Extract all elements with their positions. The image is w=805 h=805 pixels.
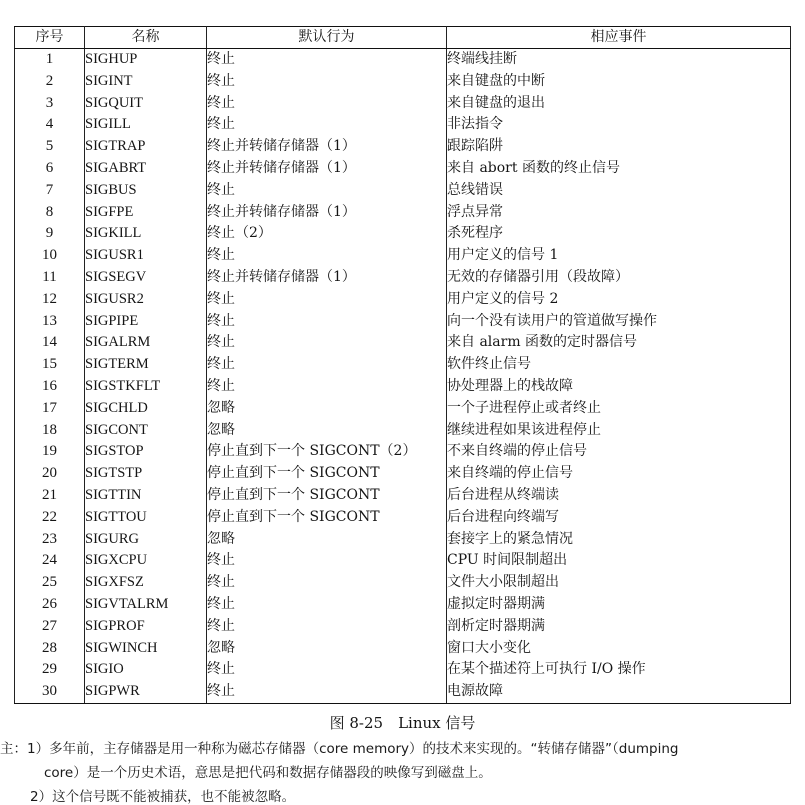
signal-event: 来自 alarm 函数的定时器信号 [447, 332, 791, 354]
signal-name: SIGALRM [85, 332, 207, 354]
table-row [15, 507, 791, 529]
signal-name: SIGTTOU [85, 507, 207, 529]
signal-event: 浮点异常 [447, 202, 791, 224]
signal-event: 在某个描述符上可执行 I/O 操作 [447, 659, 791, 681]
signal-number: 6 [15, 158, 85, 180]
default-action: 终止 [207, 681, 447, 703]
signal-name: SIGTRAP [85, 136, 207, 158]
table-row [15, 71, 791, 93]
signal-name: SIGPROF [85, 616, 207, 638]
signal-name: SIGTERM [85, 354, 207, 376]
default-action: 终止（2） [207, 223, 447, 245]
table-row [15, 616, 791, 638]
signal-event: 跟踪陷阱 [447, 136, 791, 158]
header-action: 默认行为 [207, 27, 447, 49]
table-row [15, 638, 791, 660]
default-action: 终止并转储存储器（1） [207, 267, 447, 289]
signal-event: 文件大小限制超出 [447, 572, 791, 594]
signal-event: 杀死程序 [447, 223, 791, 245]
table-row [15, 529, 791, 551]
signal-event: 来自键盘的中断 [447, 71, 791, 93]
signal-event: 后台进程从终端读 [447, 485, 791, 507]
signal-name: SIGINT [85, 71, 207, 93]
table-header [15, 27, 791, 49]
table-row [15, 420, 791, 442]
signal-event: 用户定义的信号 1 [447, 245, 791, 267]
signal-event: 非法指令 [447, 114, 791, 136]
default-action: 终止 [207, 594, 447, 616]
default-action: 终止 [207, 311, 447, 333]
default-action: 终止并转储存储器（1） [207, 136, 447, 158]
table-row [15, 202, 791, 224]
signal-number: 4 [15, 114, 85, 136]
signal-name: SIGCONT [85, 420, 207, 442]
signal-number: 10 [15, 245, 85, 267]
table-row [15, 441, 791, 463]
signal-event: 电源故障 [447, 681, 791, 703]
signal-name: SIGPWR [85, 681, 207, 703]
signal-name: SIGUSR1 [85, 245, 207, 267]
signal-event: 窗口大小变化 [447, 638, 791, 660]
header-row [15, 27, 791, 49]
signal-number: 15 [15, 354, 85, 376]
signal-event: 剖析定时器期满 [447, 616, 791, 638]
signal-name: SIGQUIT [85, 93, 207, 115]
signal-name: SIGXFSZ [85, 572, 207, 594]
default-action: 终止 [207, 572, 447, 594]
default-action: 忽略 [207, 398, 447, 420]
signal-name: SIGTTIN [85, 485, 207, 507]
signal-name: SIGABRT [85, 158, 207, 180]
signal-event: 套接字上的紧急情况 [447, 529, 791, 551]
signal-name: SIGSTOP [85, 441, 207, 463]
signal-event: 一个子进程停止或者终止 [447, 398, 791, 420]
signal-event: 用户定义的信号 2 [447, 289, 791, 311]
signal-event: 协处理器上的栈故障 [447, 376, 791, 398]
table-row [15, 223, 791, 245]
signal-name: SIGIO [85, 659, 207, 681]
signal-name: SIGSEGV [85, 267, 207, 289]
signal-event: 软件终止信号 [447, 354, 791, 376]
default-action: 终止 [207, 180, 447, 202]
default-action: 终止 [207, 93, 447, 115]
signal-number: 19 [15, 441, 85, 463]
default-action: 终止 [207, 659, 447, 681]
footnote-1: 主：1）多年前，主存储器是用一种称为磁芯存储器（core memory）的技术来实现的。“转储存储器”（dumping [0, 741, 679, 757]
table-row [15, 550, 791, 572]
signal-name: SIGSTKFLT [85, 376, 207, 398]
signal-event: CPU 时间限制超出 [447, 550, 791, 572]
signal-number: 12 [15, 289, 85, 311]
default-action: 终止 [207, 616, 447, 638]
signal-number: 17 [15, 398, 85, 420]
default-action: 终止 [207, 289, 447, 311]
table-row [15, 681, 791, 703]
signal-name: SIGPIPE [85, 311, 207, 333]
signal-event: 终端线挂断 [447, 49, 791, 71]
signal-number: 23 [15, 529, 85, 551]
signal-event: 不来自终端的停止信号 [447, 441, 791, 463]
table-row [15, 158, 791, 180]
signal-number: 26 [15, 594, 85, 616]
signal-number: 25 [15, 572, 85, 594]
signal-number: 30 [15, 681, 85, 703]
signal-name: SIGXCPU [85, 550, 207, 572]
signal-event: 继续进程如果该进程停止 [447, 420, 791, 442]
default-action: 停止直到下一个 SIGCONT [207, 507, 447, 529]
signal-event: 来自键盘的退出 [447, 93, 791, 115]
signal-number: 28 [15, 638, 85, 660]
table-row [15, 136, 791, 158]
signal-event: 向一个没有读用户的管道做写操作 [447, 311, 791, 333]
table-row [15, 354, 791, 376]
table-row [15, 376, 791, 398]
table-row [15, 332, 791, 354]
table-row [15, 311, 791, 333]
signal-number: 14 [15, 332, 85, 354]
default-action: 终止 [207, 376, 447, 398]
default-action: 忽略 [207, 529, 447, 551]
header-num: 序号 [15, 27, 85, 49]
table-row [15, 398, 791, 420]
table-row [15, 93, 791, 115]
signal-number: 29 [15, 659, 85, 681]
table-row [15, 463, 791, 485]
table-row [15, 49, 791, 71]
signal-event: 虚拟定时器期满 [447, 594, 791, 616]
signal-number: 20 [15, 463, 85, 485]
signal-number: 5 [15, 136, 85, 158]
table-row [15, 572, 791, 594]
signal-number: 27 [15, 616, 85, 638]
header-event: 相应事件 [447, 27, 791, 49]
signal-name: SIGURG [85, 529, 207, 551]
signal-number: 1 [15, 49, 85, 71]
default-action: 停止直到下一个 SIGCONT（2） [207, 441, 447, 463]
signal-table [14, 26, 791, 704]
signal-number: 13 [15, 311, 85, 333]
signal-number: 8 [15, 202, 85, 224]
default-action: 终止 [207, 114, 447, 136]
signal-event: 无效的存储器引用（段故障） [447, 267, 791, 289]
signal-event: 后台进程向终端写 [447, 507, 791, 529]
table-row [15, 267, 791, 289]
signal-name: SIGBUS [85, 180, 207, 202]
signal-name: SIGKILL [85, 223, 207, 245]
default-action: 停止直到下一个 SIGCONT [207, 463, 447, 485]
signal-number: 24 [15, 550, 85, 572]
default-action: 终止 [207, 332, 447, 354]
table-row [15, 245, 791, 267]
signal-name: SIGVTALRM [85, 594, 207, 616]
default-action: 终止 [207, 49, 447, 71]
signal-number: 11 [15, 267, 85, 289]
default-action: 终止 [207, 550, 447, 572]
table-body [15, 49, 791, 704]
signal-number: 22 [15, 507, 85, 529]
signal-number: 3 [15, 93, 85, 115]
default-action: 终止并转储存储器（1） [207, 202, 447, 224]
signal-name: SIGCHLD [85, 398, 207, 420]
table-row [15, 485, 791, 507]
default-action: 忽略 [207, 638, 447, 660]
signal-name: SIGFPE [85, 202, 207, 224]
signal-number: 16 [15, 376, 85, 398]
table-row [15, 594, 791, 616]
default-action: 停止直到下一个 SIGCONT [207, 485, 447, 507]
default-action: 终止并转储存储器（1） [207, 158, 447, 180]
footnote-1-continued: core）是一个历史术语，意思是把代码和数据存储器段的映像写到磁盘上。 [44, 765, 492, 781]
signal-event: 来自 abort 函数的终止信号 [447, 158, 791, 180]
signal-event: 来自终端的停止信号 [447, 463, 791, 485]
figure-caption: 图 8-25 Linux 信号 [329, 714, 476, 732]
signal-number: 7 [15, 180, 85, 202]
table-row [15, 659, 791, 681]
signal-name: SIGTSTP [85, 463, 207, 485]
signal-number: 9 [15, 223, 85, 245]
table-row [15, 289, 791, 311]
table-row [15, 180, 791, 202]
signal-event: 总线错误 [447, 180, 791, 202]
default-action: 终止 [207, 245, 447, 267]
signal-number: 18 [15, 420, 85, 442]
signal-name: SIGILL [85, 114, 207, 136]
signal-name: SIGUSR2 [85, 289, 207, 311]
table-row [15, 114, 791, 136]
signal-name: SIGHUP [85, 49, 207, 71]
signal-name: SIGWINCH [85, 638, 207, 660]
signal-number: 21 [15, 485, 85, 507]
header-name: 名称 [85, 27, 207, 49]
default-action: 忽略 [207, 420, 447, 442]
default-action: 终止 [207, 71, 447, 93]
default-action: 终止 [207, 354, 447, 376]
signal-number: 2 [15, 71, 85, 93]
footnote-2: 2）这个信号既不能被捕获，也不能被忽略。 [30, 789, 296, 805]
